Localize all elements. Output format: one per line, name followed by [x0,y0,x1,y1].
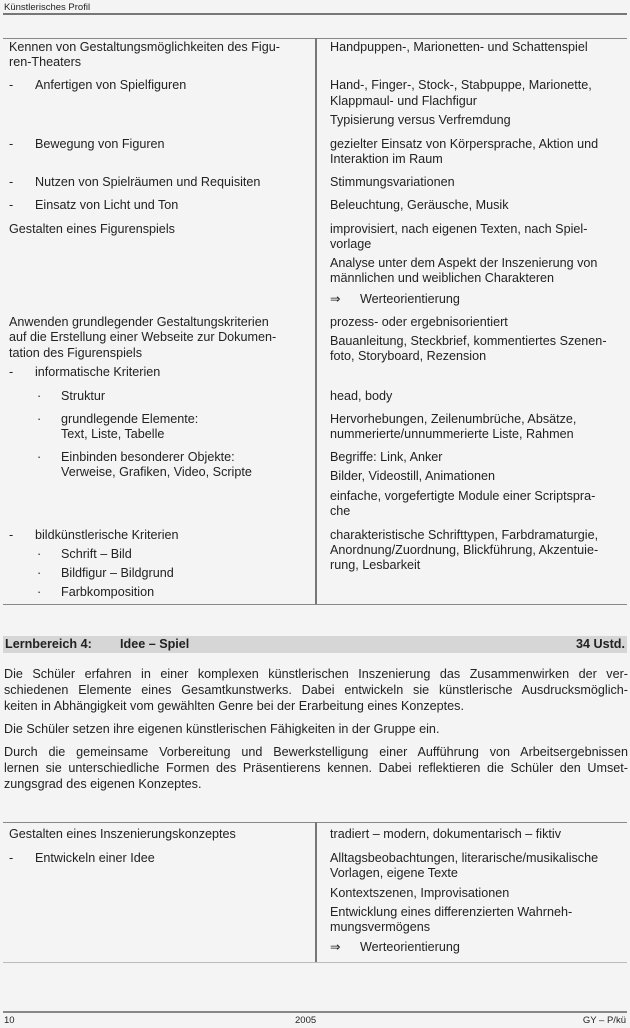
note: Werteorientierung [360,940,460,954]
arrow-icon: ⇒ [330,292,341,306]
paragraph-line: Die Schüler erfahren in einer komplexen künstlerischen Inszenierung das Zusammenwirken der ver- [4,667,628,681]
note: Analyse unter dem Aspekt der Inszenierung von [330,256,598,270]
bullet: · [37,547,42,561]
section-heading-bar [3,636,627,653]
goal: Anwenden grundlegender Gestaltungskriterien [9,315,269,329]
note: Alltagsbeobachtungen, literarische/musikalische [330,851,599,865]
note: einfache, vorgefertigte Module einer Scriptspra- [330,489,596,503]
bullet-item: grundlegende Elemente: [61,412,199,426]
bullet: · [37,585,42,599]
section-label: Lernbereich 4: [5,637,92,651]
subgoal: Nutzen von Spielräumen und Requisiten [35,175,261,189]
bullet-item: Verweise, Grafiken, Video, Scripte [61,465,252,479]
note: tradiert – modern, dokumentarisch – fiktiv [330,827,561,841]
note: charakteristische Schrifttypen, Farbdramaturgie, [330,528,599,542]
dash: - [9,365,14,379]
goal: Gestalten eines Inszenierungskonzeptes [9,827,236,841]
footer-code: GY – P/kü [582,1015,626,1026]
paragraph-line: keiten in Abhängigkeit vom gewählten Genre bei der Erarbeitung eines Konzeptes. [4,699,464,713]
note: head, body [330,389,393,403]
note: che [330,504,351,518]
goal: Gestalten eines Figurenspiels [9,222,175,236]
subgoal: Bewegung von Figuren [35,137,165,151]
note: Interaktion im Raum [330,152,443,166]
goal: Kennen von Gestaltungsmöglichkeiten des Figu- [9,40,280,54]
bullet: · [37,389,42,403]
dash: - [9,198,14,212]
table2-bottom-border [3,962,627,963]
note: nummerierte/unnummerierte Liste, Rahmen [330,427,574,441]
paragraph-line: schiedenen Elemente eines Gesamtkunstwerks. Dabei entwickeln sie künstlerische Ausdrucksmöglich- [4,683,628,697]
paragraph-line: lernen sie unterschiedliche Formen des Präsentierens kennen. Dabei reflektieren die Schüler den Umset- [4,761,628,775]
note: Bauanleitung, Steckbrief, kommentiertes Szenen- [330,334,607,348]
dash: - [9,851,14,865]
bullet-item: Text, Liste, Tabelle [61,427,165,441]
note: Vorlagen, eigene Texte [330,866,458,880]
note: foto, Storyboard, Rezension [330,349,487,363]
subgoal: Einsatz von Licht und Ton [35,198,179,212]
dash: - [9,175,14,189]
running-header: Künstlerisches Profil [4,2,91,13]
section-title: Idee – Spiel [120,637,190,651]
paragraph-line: Durch die gemeinsame Vorbereitung und Bewerkstelligung einer Aufführung von Arbeitsergebnissen [4,745,628,759]
section-hours: 34 Ustd. [576,637,625,651]
bullet-item: Schrift – Bild [61,547,132,561]
goal: ren-Theaters [9,55,82,69]
bullet: · [37,450,42,464]
subgoal: bildkünstlerische Kriterien [35,528,179,542]
note: improvisiert, nach eigenen Texten, nach Spiel- [330,222,588,236]
table1-divider [315,38,317,604]
note: Kontextszenen, Improvisationen [330,886,510,900]
subgoal: informatische Kriterien [35,365,161,379]
note: Klappmaul- und Flachfigur [330,94,478,108]
note: rung, Lesbarkeit [330,558,421,572]
note: prozess- oder ergebnisorientiert [330,315,508,329]
goal: tation des Figurenspiels [9,346,143,360]
bullet-item: Einbinden besonderer Objekte: [61,450,235,464]
bullet-item: Farbkomposition [61,585,155,599]
bullet-item: Bildfigur – Bildgrund [61,566,174,580]
note: Stimmungsvariationen [330,175,455,189]
note: Bilder, Videostill, Animationen [330,469,495,483]
note: Begriffe: Link, Anker [330,450,443,464]
dash: - [9,137,14,151]
note: vorlage [330,237,372,251]
subgoal: Entwickeln einer Idee [35,851,155,865]
note: Entwicklung eines differenzierten Wahrneh- [330,905,573,919]
header-rule [3,13,627,15]
arrow-icon: ⇒ [330,940,341,954]
note: Handpuppen-, Marionetten- und Schattenspiel [330,40,588,54]
note: mungsvermögens [330,920,431,934]
note: Werteorientierung [360,292,460,306]
note: Anordnung/Zuordnung, Blickführung, Akzentuie- [330,543,599,557]
table2-divider [315,822,317,962]
note: Hervorhebungen, Zeilenumbrüche, Absätze, [330,412,577,426]
paragraph-line: zungsgrad des eigenen Konzeptes. [4,777,202,791]
bullet: · [37,412,42,426]
dash: - [9,78,14,92]
note: Typisierung versus Verfremdung [330,113,511,127]
note: Beleuchtung, Geräusche, Musik [330,198,509,212]
bullet: · [37,566,42,580]
note: männlichen und weiblichen Charakteren [330,271,555,285]
note: gezielter Einsatz von Körpersprache, Aktion und [330,137,599,151]
page-number: 10 [4,1015,15,1026]
footer-year: 2005 [295,1015,317,1026]
bullet-item: Struktur [61,389,106,403]
note: Hand-, Finger-, Stock-, Stabpuppe, Marionette, [330,78,592,92]
subgoal: Anfertigen von Spielfiguren [35,78,187,92]
goal: auf die Erstellung einer Webseite zur Dokumen- [9,330,277,344]
paragraph-line: Die Schüler setzen ihre eigenen künstlerischen Fähigkeiten in der Gruppe ein. [4,722,440,736]
table1-bottom-border [3,604,627,605]
dash: - [9,528,14,542]
